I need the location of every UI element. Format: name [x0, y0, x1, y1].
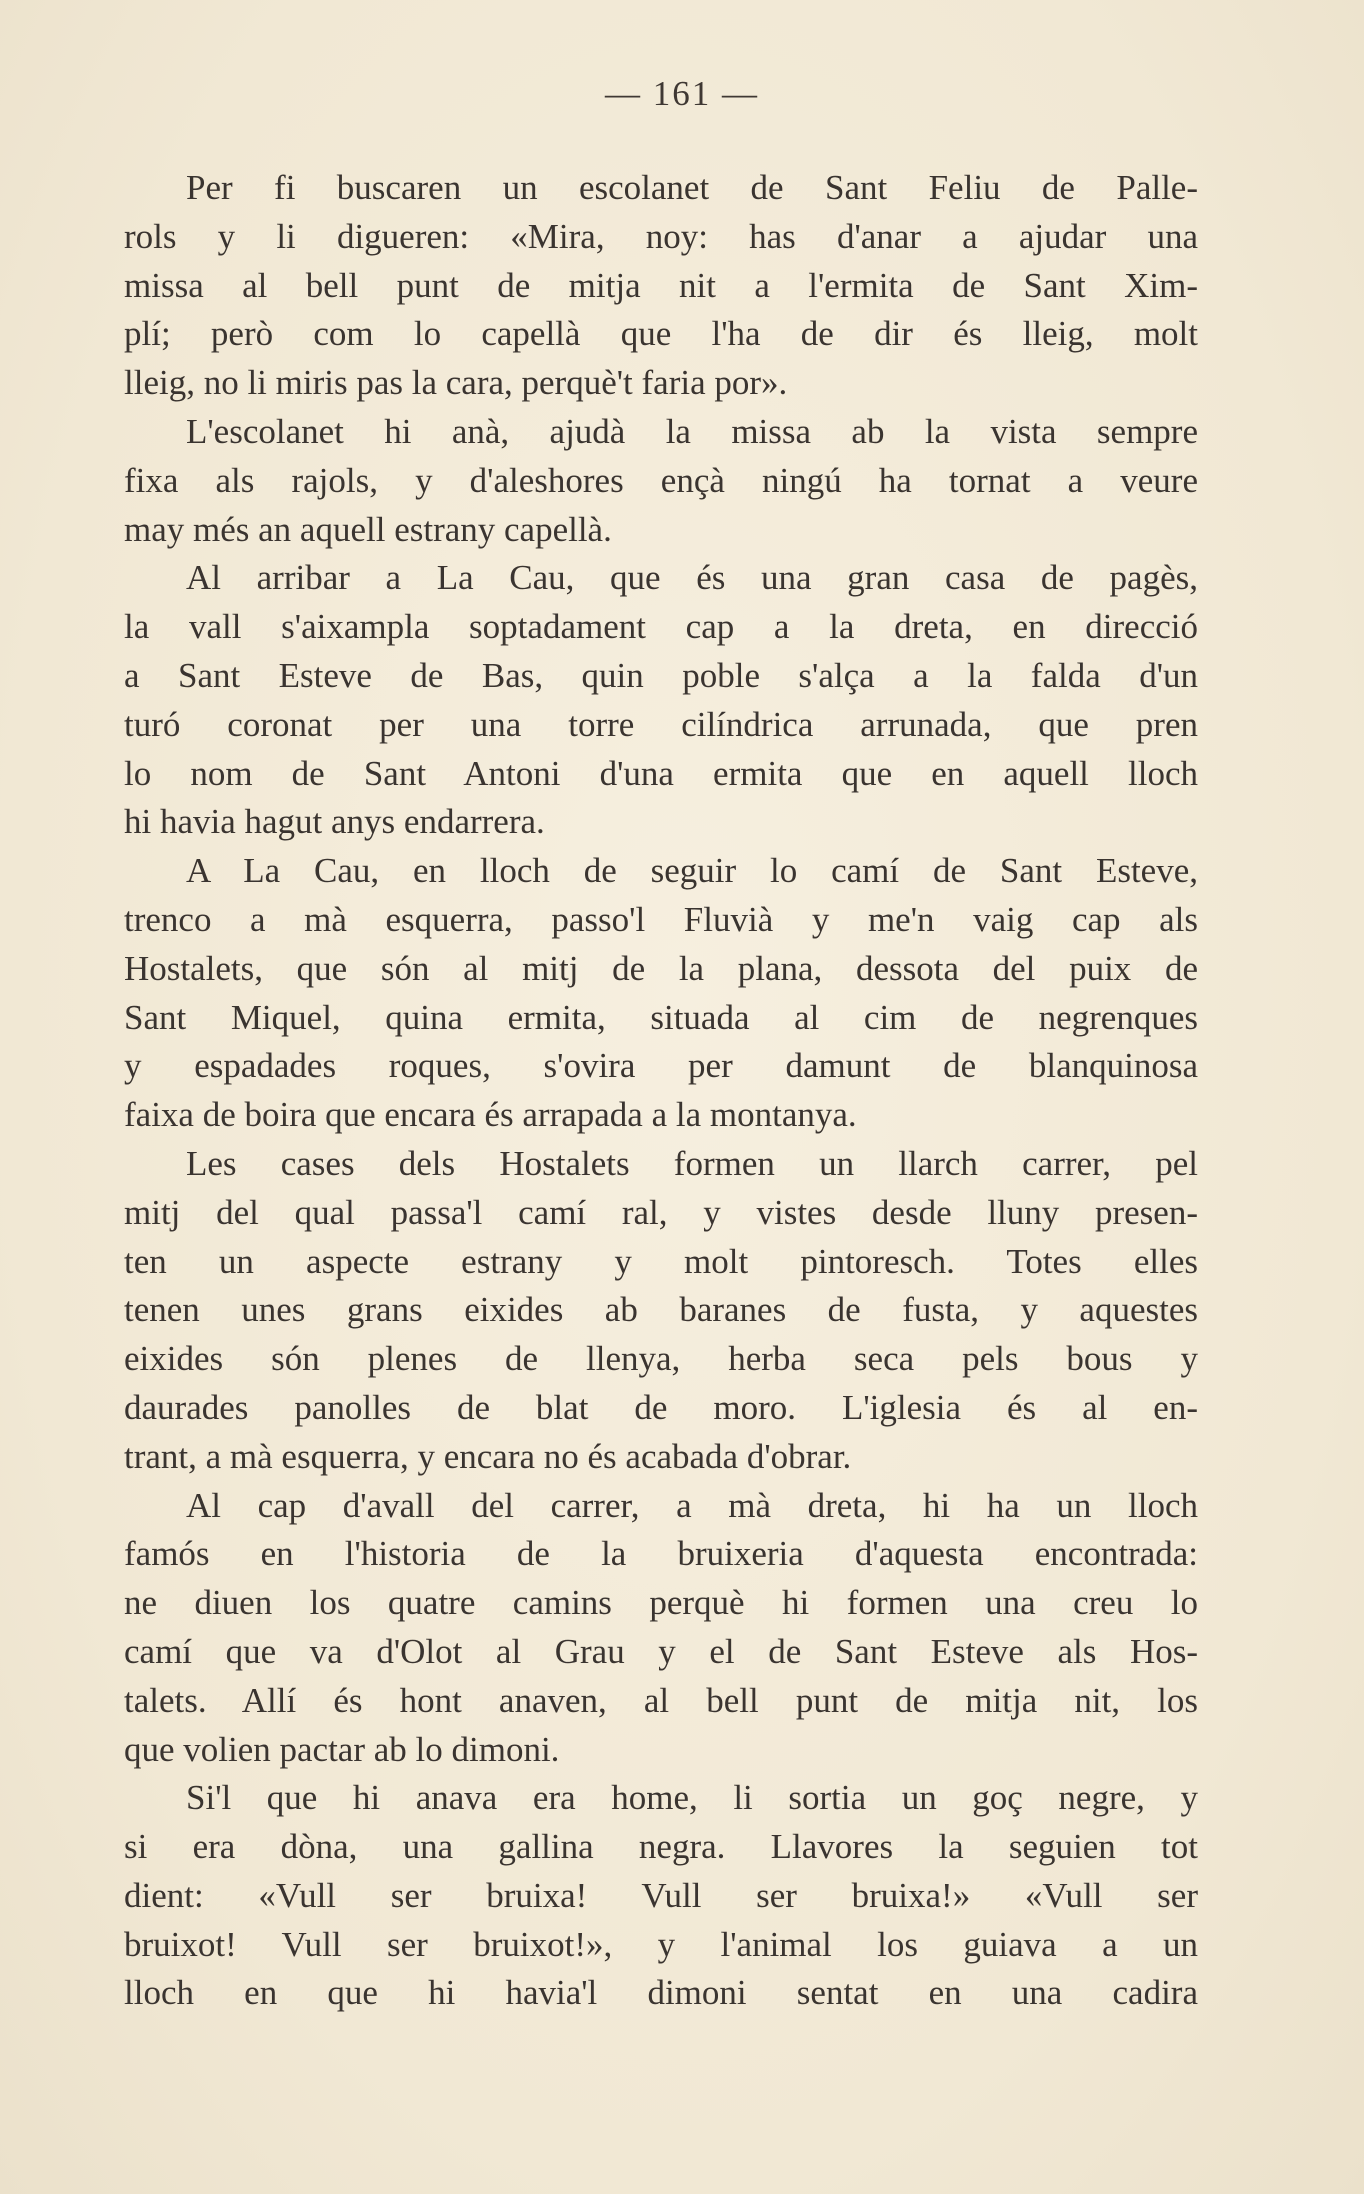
text-line: faixa de boira que encara és arrapada a la montanya. — [124, 1095, 857, 1135]
text-line: famós en l'historia de la bruixeria d'aquesta encontrada: — [124, 1534, 1198, 1574]
paragraph-first-line: Si'l que hi anava era home, li sortia un goç negre, y — [186, 1778, 1198, 1818]
paragraph-first-line: Les cases dels Hostalets formen un llarch carrer, pel — [186, 1143, 1198, 1183]
text-line: lleig, no li miris pas la cara, perquè't faria por». — [124, 363, 788, 403]
paragraph-first-line: Al arribar a La Cau, que és una gran casa de pagès, — [186, 558, 1198, 598]
text-line: a Sant Esteve de Bas, quin poble s'alça a la falda d'un — [124, 655, 1198, 695]
text-line: dient: «Vull ser bruixa! Vull ser bruixa!» «Vull ser — [124, 1875, 1198, 1915]
text-line: la vall s'aixampla soptadament cap a la dreta, en direcció — [124, 607, 1198, 647]
text-line: missa al bell punt de mitja nit a l'ermita de Sant Xim- — [124, 265, 1198, 305]
text-line: daurades panolles de blat de moro. L'iglesia és al en- — [124, 1387, 1198, 1427]
text-line: mitj del qual passa'l camí ral, y vistes desde lluny presen- — [124, 1192, 1198, 1232]
text-line: Sant Miquel, quina ermita, situada al cim de negrenques — [124, 997, 1198, 1037]
paragraph-first-line: A La Cau, en lloch de seguir lo camí de Sant Esteve, — [186, 851, 1198, 891]
text-line: lloch en que hi havia'l dimoni sentat en una cadira — [124, 1973, 1198, 2013]
text-line: talets. Allí és hont anaven, al bell punt de mitja nit, los — [124, 1680, 1198, 1720]
text-line: eixides són plenes de llenya, herba seca pels bous y — [124, 1339, 1198, 1379]
text-line: hi havia hagut anys endarrera. — [124, 802, 545, 842]
paragraph-first-line: Al cap d'avall del carrer, a mà dreta, hi ha un lloch — [186, 1485, 1198, 1525]
text-line: lo nom de Sant Antoni d'una ermita que en aquell lloch — [124, 753, 1198, 793]
text-line: ne diuen los quatre camins perquè hi formen una creu lo — [124, 1583, 1198, 1623]
paragraph-first-line: Per fi buscaren un escolanet de Sant Feliu de Palle- — [186, 168, 1198, 207]
text-line: si era dòna, una gallina negra. Llavores la seguien tot — [124, 1827, 1198, 1867]
text-line: trant, a mà esquerra, y encara no és acabada d'obrar. — [124, 1436, 852, 1476]
text-line: bruixot! Vull ser bruixot!», y l'animal los guiava a un — [124, 1924, 1198, 1964]
text-line: Hostalets, que són al mitj de la plana, dessota del puix de — [124, 948, 1198, 988]
text-line: trenco a mà esquerra, passo'l Fluvià y me'n vaig cap als — [124, 899, 1198, 939]
text-line: que volien pactar ab lo dimoni. — [124, 1729, 560, 1769]
text-line: turó coronat per una torre cilíndrica arrunada, que pren — [124, 704, 1198, 744]
text-line: camí que va d'Olot al Grau y el de Sant Esteve als Hos- — [124, 1631, 1198, 1671]
text-line: tenen unes grans eixides ab baranes de fusta, y aquestes — [124, 1290, 1198, 1330]
text-line: fixa als rajols, y d'aleshores ençà ningú ha tornat a veure — [124, 460, 1198, 500]
page-number: — 161 — — [605, 74, 759, 113]
body-text — [124, 164, 1198, 2018]
text-line: rols y li digueren: «Mira, noy: has d'anar a ajudar una — [124, 216, 1198, 256]
text-line: may més an aquell estrany capellà. — [124, 509, 612, 549]
text-line: ten un aspecte estrany y molt pintoresch. Totes elles — [124, 1241, 1198, 1281]
paragraph-first-line: L'escolanet hi anà, ajudà la missa ab la vista sempre — [186, 411, 1198, 451]
text-line: plí; però com lo capellà que l'ha de dir és lleig, molt — [124, 314, 1198, 354]
text-line: y espadades roques, s'ovira per damunt de blanquinosa — [124, 1046, 1198, 1086]
